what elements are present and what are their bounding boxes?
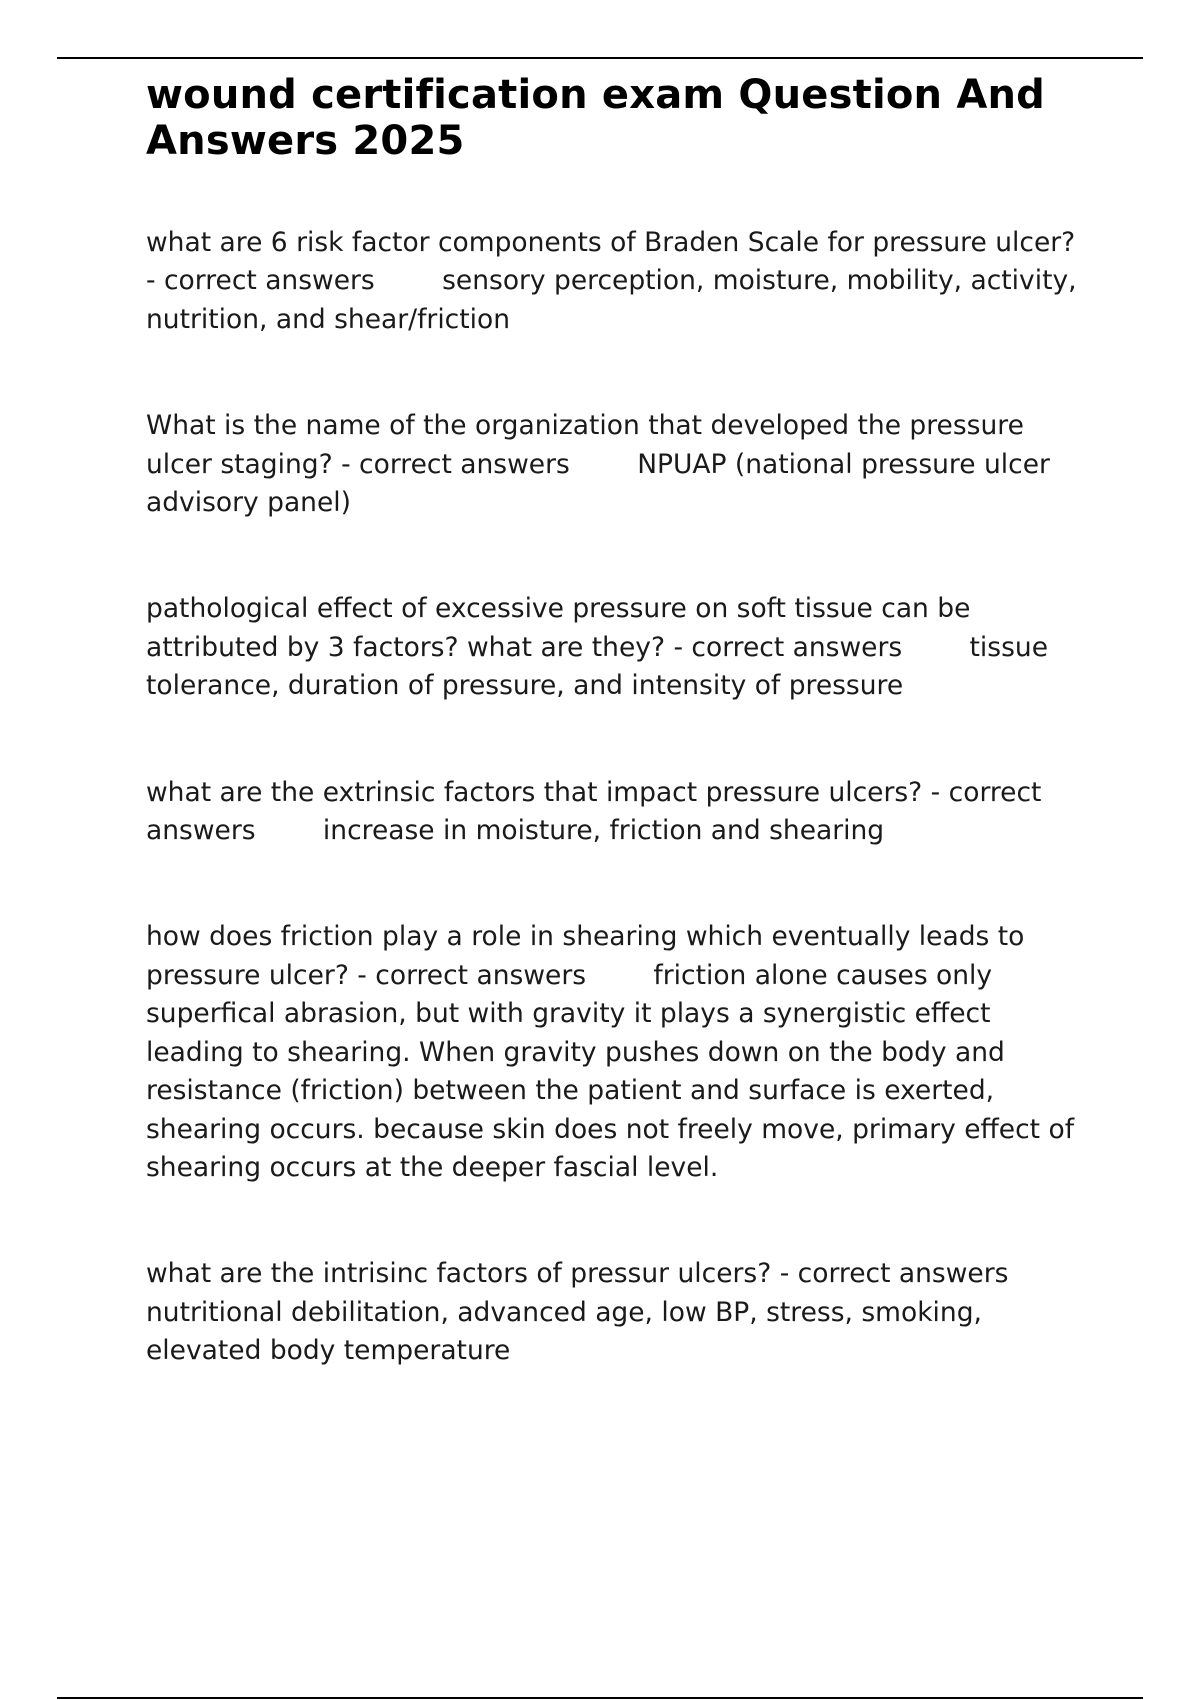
qa-item-5 bbox=[146, 918, 1086, 1187]
bottom-rule bbox=[57, 1697, 1143, 1699]
answer-3: tissue tolerance, duration of pressure, and intensity of pressure bbox=[146, 631, 1057, 702]
top-rule bbox=[57, 57, 1143, 59]
answer-2: NPUAP (national pressure ulcer advisory panel) bbox=[146, 448, 1059, 519]
answer-6: nutritional debilitation, advanced age, low BP, stress, smoking, elevated body temperature bbox=[146, 1296, 991, 1367]
qa-item-1 bbox=[146, 224, 1086, 339]
document-body bbox=[146, 72, 1086, 1371]
question-3: pathological effect of excessive pressure on soft tissue can be attributed by 3 factors? what are they? - correct answers bbox=[146, 593, 979, 663]
question-1: what are 6 risk factor components of Braden Scale for pressure ulcer? - correct answers bbox=[146, 227, 1084, 297]
question-2: What is the name of the organization that developed the pressure ulcer staging? - correct answers bbox=[146, 410, 1033, 480]
question-6: what are the intrisinc factors of pressur ulcers? - correct answers bbox=[146, 1258, 1009, 1290]
answer-1: sensory perception, moisture, mobility, activity, nutrition, and shear/friction bbox=[146, 265, 1086, 335]
qa-item-3 bbox=[146, 590, 1086, 705]
question-5: how does friction play a role in shearing which eventually leads to pressure ulcer? - correct answers bbox=[146, 921, 1033, 991]
qa-list bbox=[146, 224, 1086, 1371]
question-4: what are the extrinsic factors that impact pressure ulcers? - correct answers bbox=[146, 776, 1050, 847]
answer-5: friction alone causes only superfical abrasion, but with gravity it plays a synergistic effect leading to shearing. When gravity pushes down on the body and resistance (friction) between the patient and surface is exerted, shearing occurs. because skin does not freely move, primary effect of shearing occurs at the deeper fascial level. bbox=[146, 959, 1083, 1183]
qa-item-2 bbox=[146, 407, 1086, 522]
answer-4: increase in moisture, friction and shearing bbox=[322, 815, 885, 847]
qa-item-6 bbox=[146, 1255, 1086, 1370]
document-title: wound certification exam Question And Answers 2025 bbox=[146, 72, 1046, 164]
qa-item-4 bbox=[146, 774, 1086, 851]
